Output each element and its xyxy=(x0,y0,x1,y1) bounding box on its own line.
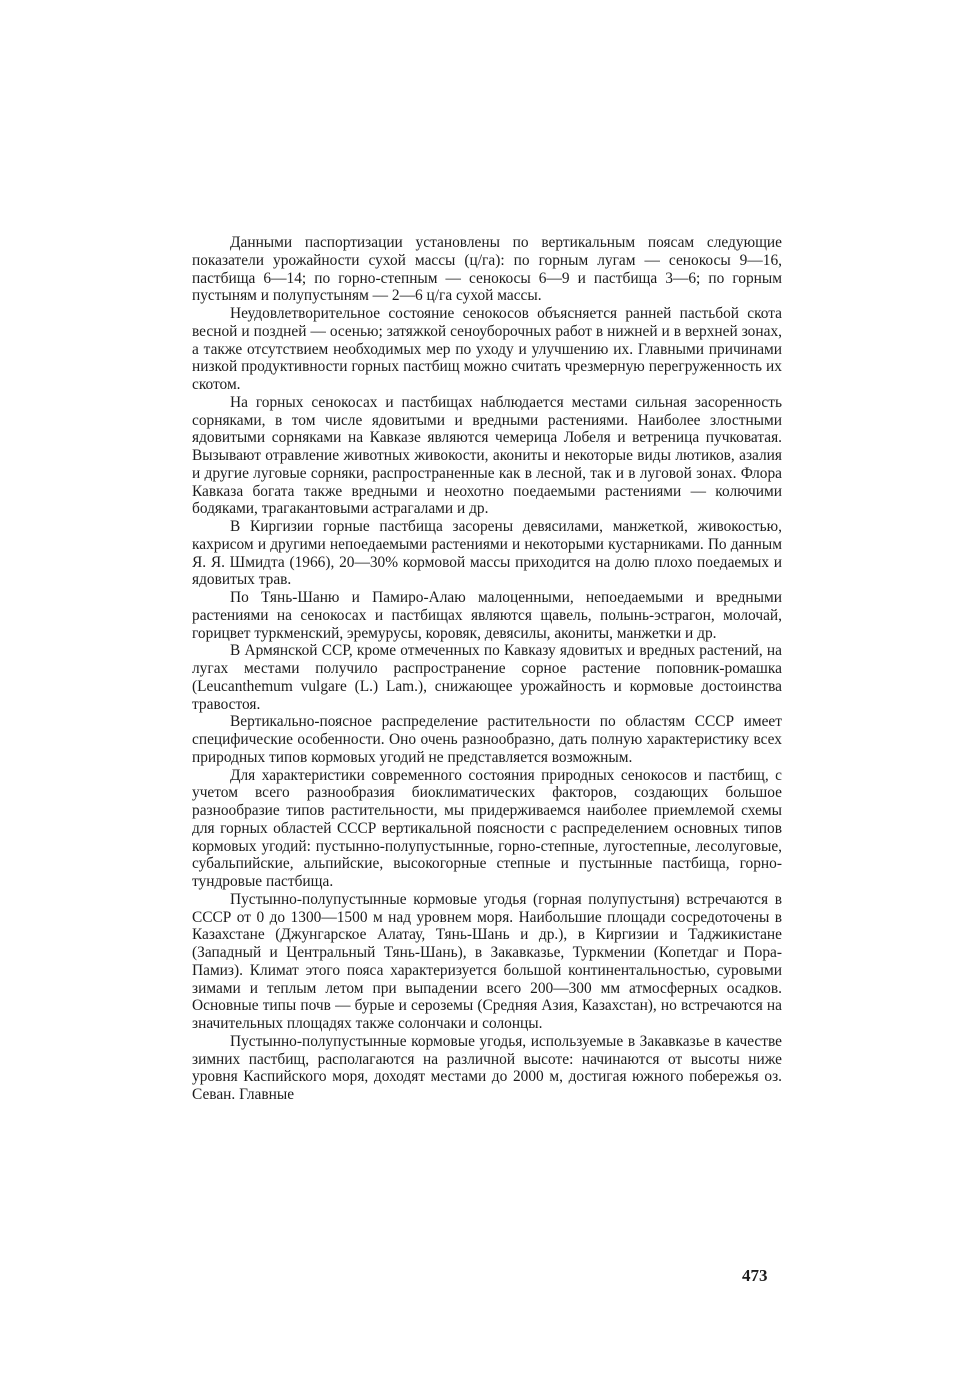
page-number: 473 xyxy=(742,1266,768,1285)
paragraph-10: Пустынно-полупустынные кормовые угодья, используемые в Закавказье в качестве зимних пастбищ, располагаются на различной высоте: начинаются от высоты ниже уровня Каспийского моря, доходят местами до 2000 м, достигая южного побережья оз. Севан. Главные xyxy=(192,1032,782,1103)
paragraph-4: В Киргизии горные пастбища засорены девясилами, манжеткой, живокостью, кахрисом и другими непоедаемыми растениями и некоторыми кустарниками. По данным Я. Я. Шмидта (1966), 20—30% кормовой массы приходится на долю плохо поедаемых и ядовитых трав. xyxy=(192,518,782,589)
paragraph-9: Пустынно-полупустынные кормовые угодья (горная полупустыня) встречаются в СССР от 0 до 1300—1500 м над уровнем моря. Наибольшие площади сосредоточены в Казахстане (Джунгарское Алатау, Тянь-Шань и др.), в Киргизии и Таджикистане (Западный и Центральный Тянь-Шань), в Закавказье, Туркмении (Копетдаг и Пора-Памиз). Климат этого пояса характеризуется большой континентальностью, суровыми зимами и теплым летом при выпадении всего 200—300 мм атмосферных осадков. Основные типы почв — бурые и сероземы (Средняя Азия, Казахстан), но встречаются на значительных площадях также солончаки и солонцы. xyxy=(192,890,782,1032)
paragraph-2: Неудовлетворительное состояние сенокосов объясняется ранней пастьбой скота весной и поздней — осенью; затяжкой сеноуборочных работ в нижней и в верхней зонах, а также отсутствием необходимых мер по уходу и улучшению их. Главными причинами низкой продуктивности горных пастбищ можно считать чрезмерную перегруженность их скотом. xyxy=(192,305,782,393)
paragraph-6: В Армянской ССР, кроме отмеченных по Кавказу ядовитых и вредных растений, на лугах местами получило распространение сорное растение поповник-ромашка (Leucanthemum vulgare (L.) Lam.), снижающее урожайность и кормовые достоинства травостоя. xyxy=(192,642,782,713)
page-body xyxy=(192,234,782,1104)
paragraph-5: По Тянь-Шаню и Памиро-Алаю малоценными, непоедаемыми и вредными растениями на сенокосах и пастбищах являются щавель, полынь-эстрагон, молочай, горицвет туркменский, эремурусы, коровяк, девясилы, акониты, манжетки и др. xyxy=(192,589,782,642)
paragraph-1: Данными паспортизации установлены по вертикальным поясам следующие показатели урожайности сухой массы (ц/га): по горным лугам — сенокосы 9—16, пастбища 6—14; по горно-степным — сенокосы 6—9 и пастбища 3—6; по горным пустыням и полупустыням — 2—6 ц/га сухой массы. xyxy=(192,234,782,305)
paragraph-3: На горных сенокосах и пастбищах наблюдается местами сильная засоренность сорняками, в том числе ядовитыми и вредными растениями. Наиболее злостными ядовитыми сорняками на Кавказе являются чемерица Лобеля и ветреница пучковатая. Вызывают отравление животных живокости, акониты и некоторые виды лютиков, азалия и другие луговые сорняки, распространенные как в лесной, так и в луговой зонах. Флора Кавказа богата также вредными и неохотно поедаемыми растениями — колючими бодяками, трагакантовыми астрагалами и др. xyxy=(192,393,782,518)
paragraph-7: Вертикально-поясное распределение растительности по областям СССР имеет специфические особенности. Оно очень разнообразно, дать полную характеристику всех природных типов кормовых угодий не представляется возможным. xyxy=(192,713,782,766)
paragraph-8: Для характеристики современного состояния природных сенокосов и пастбищ, с учетом всего разнообразия биоклиматических факторов, создающих большое разнообразие типов растительности, мы придерживаемся наиболее приемлемой схемы для горных областей СССР вертикальной поясности с распределением основных типов кормовых угодий: пустынно-полупустынные, горно-степные, лугостепные, лесолуговые, субальпийские, альпийские, высокогорные степные и пустынные пастбища, горно-тундровые пастбища. xyxy=(192,766,782,890)
